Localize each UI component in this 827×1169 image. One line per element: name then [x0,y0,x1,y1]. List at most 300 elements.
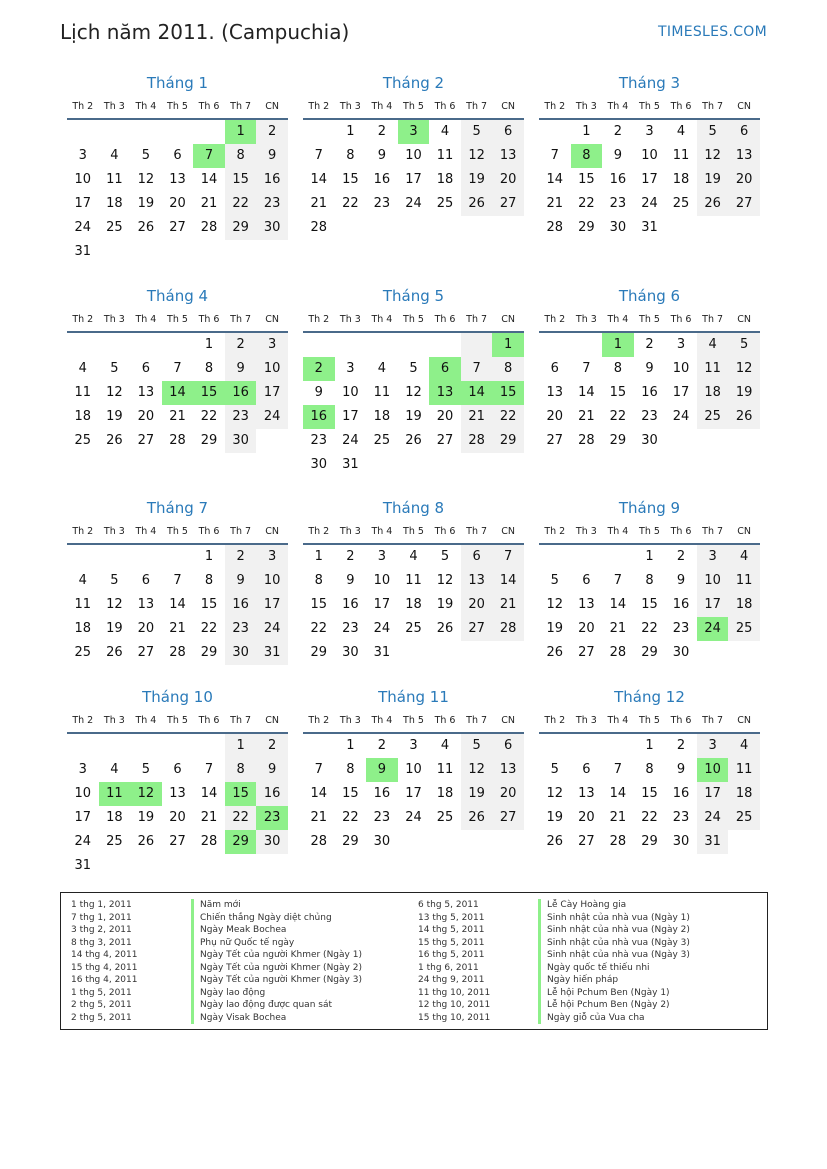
day-cell: 10 [697,758,729,782]
empty-day-cell [429,830,461,854]
day-cell: 3 [78,148,87,163]
weekday-label: Th 2 [308,101,330,112]
weekday-label: Th 7 [702,715,724,726]
day-cell: 1 [314,549,323,564]
day-cell: 3 [409,738,418,753]
day-cell: 17 [641,172,658,187]
week-row [67,782,288,806]
empty-day-cell [335,216,367,240]
day-cell: 18 [74,409,92,424]
week-row [539,144,760,168]
empty-day-cell [130,333,162,357]
legend-date: 13 thg 5, 2011 [418,912,485,923]
day-cell: 12 [728,357,760,381]
day-cell: 28 [492,617,524,641]
day-cell: 28 [310,220,328,235]
day-cell: 12 [546,597,564,612]
day-cell: 23 [225,405,257,429]
day-cell: 26 [137,834,155,849]
day-cell: 24 [697,617,729,641]
day-cell: 24 [74,220,92,235]
day-cell: 31 [373,645,391,660]
day-cell: 20 [492,168,524,192]
day-cell: 4 [409,549,418,564]
month-title: Tháng 5 [382,287,445,305]
day-cell: 11 [106,172,123,187]
day-cell: 2 [225,545,257,569]
empty-day-cell [728,216,760,240]
day-cell: 26 [436,621,454,636]
month-block [303,285,524,477]
day-cell: 26 [405,433,422,448]
day-cell: 14 [169,597,186,612]
day-cell: 7 [582,361,591,376]
week-row [67,333,288,357]
empty-day-cell [398,830,430,854]
day-cell: 25 [728,806,760,830]
day-cell: 19 [106,621,123,636]
day-cell: 23 [256,192,288,216]
weekday-label: Th 5 [639,314,660,325]
empty-day-cell [461,333,493,357]
day-cell: 25 [436,810,454,825]
day-cell: 5 [110,573,119,588]
weekday-label: Th 6 [198,715,220,726]
weekday-label: Th 5 [403,715,424,726]
day-cell: 2 [346,549,355,564]
day-cell: 21 [169,621,186,636]
day-cell: 2 [676,549,686,564]
day-cell: 10 [74,172,92,187]
month-title: Tháng 12 [614,688,685,706]
day-cell: 3 [398,120,430,144]
day-cell: 28 [609,834,627,849]
empty-day-cell [99,545,131,569]
day-cell: 29 [342,834,359,849]
weekday-header [67,309,288,333]
day-cell: 2 [256,120,288,144]
day-cell: 11 [436,148,454,163]
weekday-header [303,521,524,545]
day-cell: 25 [436,196,454,211]
legend-date: 6 thg 5, 2011 [418,900,479,910]
day-cell: 13 [169,786,186,801]
day-cell: 2 [377,124,387,139]
weekday-label: Th 2 [544,314,566,325]
day-cell: 4 [110,762,119,777]
day-cell: 2 [613,124,623,139]
empty-day-cell [571,734,603,758]
week-row [67,806,288,830]
legend-date: 15 thg 5, 2011 [418,937,485,948]
day-cell: 31 [641,220,658,235]
month-block [67,72,288,264]
weekday-label: Th 7 [702,314,724,325]
day-cell: 7 [550,148,559,163]
empty-day-cell [429,216,461,240]
weekday-label: Th 4 [135,526,157,537]
empty-day-cell [99,120,131,144]
legend-holiday-name: Năm mới [191,899,241,912]
empty-day-cell [571,545,603,569]
weekday-label: Th 2 [308,314,330,325]
day-cell: 28 [461,429,493,453]
weekday-label: Th 3 [339,314,361,325]
weekday-label: Th 7 [466,314,488,325]
day-cell: 9 [645,361,654,376]
day-cell: 13 [578,786,595,801]
legend-row [71,924,362,937]
month-title: Tháng 11 [378,688,449,706]
day-cell: 7 [613,762,623,777]
day-cell: 23 [342,621,359,636]
day-cell: 3 [78,762,87,777]
legend-date: 8 thg 3, 2011 [71,937,132,948]
day-cell: 28 [169,645,186,660]
day-cell: 31 [697,830,729,854]
day-cell: 20 [728,168,760,192]
day-cell: 11 [373,385,391,400]
day-cell: 27 [137,433,155,448]
legend-row [71,962,362,975]
week-row [67,641,288,665]
day-cell: 18 [106,810,123,825]
empty-day-cell [697,641,729,665]
day-cell: 9 [613,148,623,163]
day-cell: 2 [676,738,686,753]
day-cell: 16 [672,597,690,612]
weekday-label: CN [265,526,280,537]
weekday-label: Th 2 [308,526,330,537]
day-cell: 6 [173,762,182,777]
day-cell: 6 [461,545,493,569]
legend-holiday-name: Lễ hội Pchum Ben (Ngày 2) [538,999,670,1012]
day-cell: 21 [200,810,218,825]
day-cell: 3 [256,545,288,569]
month-title: Tháng 6 [618,287,681,305]
legend-date: 12 thg 10, 2011 [418,1000,491,1010]
day-cell: 13 [728,144,760,168]
week-row [303,617,524,641]
legend-date: 11 thg 10, 2011 [418,987,491,998]
day-cell: 16 [303,405,335,429]
day-cell: 29 [310,645,328,660]
day-cell: 27 [546,433,564,448]
week-row [303,453,524,477]
week-row [539,333,760,357]
week-row [67,617,288,641]
legend-date: 7 thg 1, 2011 [71,912,132,923]
weekday-label: Th 4 [607,314,629,325]
weekday-label: Th 4 [607,101,629,112]
day-cell: 20 [169,196,186,211]
legend-row [71,1012,362,1025]
weekday-label: CN [501,101,516,112]
week-row [67,216,288,240]
legend-date: 1 thg 5, 2011 [71,987,132,998]
day-cell: 27 [169,220,186,235]
week-row [539,405,760,429]
empty-day-cell [67,545,99,569]
day-cell: 22 [492,405,524,429]
day-cell: 7 [173,361,182,376]
empty-day-cell [461,641,493,665]
day-cell: 28 [200,220,218,235]
day-cell: 4 [440,738,450,753]
day-cell: 19 [461,782,493,806]
day-cell: 11 [74,597,92,612]
day-cell: 20 [137,621,155,636]
weekday-label: Th 6 [670,314,692,325]
day-cell: 30 [672,834,690,849]
day-cell: 8 [204,573,214,588]
day-cell: 12 [137,172,155,187]
day-cell: 17 [74,196,92,211]
day-cell: 13 [429,381,461,405]
weekday-header [67,96,288,120]
weekday-label: Th 6 [198,101,220,112]
week-row [67,854,288,878]
day-cell: 19 [436,597,454,612]
month-block [67,686,288,878]
empty-day-cell [193,854,225,878]
day-cell: 12 [461,144,493,168]
day-cell: 13 [137,597,155,612]
legend-row [418,999,690,1012]
day-cell: 25 [728,617,760,641]
day-cell: 24 [641,196,658,211]
day-cell: 8 [613,361,623,376]
day-cell: 21 [609,810,627,825]
day-cell: 13 [546,385,564,400]
empty-day-cell [162,734,194,758]
day-cell: 1 [225,120,257,144]
day-cell: 20 [492,782,524,806]
legend-date: 24 thg 9, 2011 [418,975,485,985]
empty-day-cell [162,545,194,569]
legend-holiday-name: Sinh nhật của nhà vua (Ngày 2) [538,924,690,937]
day-cell: 1 [346,738,355,753]
day-cell: 15 [492,381,524,405]
week-row [303,405,524,429]
week-row [303,120,524,144]
day-cell: 23 [609,196,627,211]
day-cell: 25 [697,405,729,429]
weekday-label: Th 5 [167,715,188,726]
empty-day-cell [539,120,571,144]
day-cell: 4 [697,333,729,357]
week-row [539,782,760,806]
day-cell: 5 [141,148,151,163]
empty-day-cell [130,120,162,144]
empty-day-cell [398,216,430,240]
empty-day-cell [728,830,760,854]
day-cell: 6 [550,361,559,376]
day-cell: 22 [641,621,658,636]
day-cell: 30 [641,433,658,448]
day-cell: 5 [550,573,559,588]
day-cell: 5 [440,549,450,564]
day-cell: 29 [609,433,627,448]
empty-day-cell [99,734,131,758]
day-cell: 6 [582,762,591,777]
weekday-label: Th 6 [434,314,456,325]
day-cell: 23 [641,409,658,424]
day-cell: 3 [676,337,686,352]
empty-day-cell [398,333,430,357]
day-cell: 6 [173,148,182,163]
day-cell: 22 [200,409,218,424]
weekday-label: Th 6 [198,314,220,325]
empty-day-cell [539,545,571,569]
day-cell: 26 [137,220,155,235]
week-row [303,381,524,405]
day-cell: 22 [342,810,359,825]
day-cell: 21 [310,196,328,211]
day-cell: 30 [672,645,690,660]
weekday-header [539,96,760,120]
day-cell: 23 [672,810,690,825]
day-cell: 13 [578,597,595,612]
weekday-header [539,521,760,545]
weekday-label: Th 7 [466,715,488,726]
empty-day-cell [130,854,162,878]
day-cell: 3 [645,124,654,139]
day-cell: 15 [342,786,359,801]
day-cell: 22 [609,409,627,424]
week-row [539,641,760,665]
day-cell: 17 [697,782,729,806]
day-cell: 1 [204,337,214,352]
day-cell: 8 [645,573,654,588]
week-row [539,593,760,617]
day-cell: 10 [641,148,658,163]
weekday-label: CN [265,715,280,726]
day-cell: 20 [546,409,564,424]
weekday-label: Th 3 [339,101,361,112]
day-cell: 26 [461,192,493,216]
day-cell: 6 [492,120,524,144]
empty-day-cell [162,854,194,878]
day-cell: 15 [225,782,257,806]
day-cell: 30 [256,830,288,854]
weekday-header [303,710,524,734]
day-cell: 12 [436,573,454,588]
weekday-label: Th 4 [135,715,157,726]
day-cell: 19 [137,196,155,211]
day-cell: 29 [641,834,658,849]
week-row [539,830,760,854]
week-row [303,758,524,782]
day-cell: 7 [314,762,323,777]
day-cell: 11 [728,758,760,782]
day-cell: 4 [78,361,87,376]
day-cell: 28 [578,433,595,448]
empty-day-cell [461,453,493,477]
day-cell: 19 [728,381,760,405]
day-cell: 1 [346,124,355,139]
weekday-header [67,710,288,734]
day-cell: 25 [106,220,123,235]
day-cell: 22 [578,196,595,211]
day-cell: 19 [546,810,564,825]
day-cell: 2 [303,357,335,381]
empty-day-cell [193,240,225,264]
day-cell: 24 [697,806,729,830]
day-cell: 21 [200,196,218,211]
day-cell: 5 [697,120,729,144]
day-cell: 29 [492,429,524,453]
day-cell: 16 [225,593,257,617]
day-cell: 30 [609,220,627,235]
day-cell: 14 [162,381,194,405]
day-cell: 30 [373,834,391,849]
week-row [539,168,760,192]
empty-day-cell [225,240,257,264]
day-cell: 22 [641,810,658,825]
legend-holiday-name: Ngày quốc tế thiếu nhi [538,962,650,975]
day-cell: 8 [346,148,355,163]
day-cell: 11 [405,573,422,588]
day-cell: 20 [578,810,595,825]
legend-row [71,899,362,912]
month-title: Tháng 9 [618,499,681,517]
weekday-label: Th 2 [308,715,330,726]
day-cell: 24 [373,621,391,636]
week-row [67,429,288,453]
day-cell: 23 [225,617,257,641]
day-cell: 27 [578,834,595,849]
weekday-label: Th 2 [544,101,566,112]
day-cell: 14 [200,786,218,801]
day-cell: 21 [169,409,186,424]
weekday-label: Th 5 [639,715,660,726]
day-cell: 27 [728,192,760,216]
day-cell: 20 [137,409,155,424]
week-row [539,758,760,782]
day-cell: 10 [672,361,690,376]
week-row [67,381,288,405]
day-cell: 13 [461,569,493,593]
empty-day-cell [225,854,257,878]
legend-row [418,962,690,975]
month-block [303,497,524,665]
weekday-label: Th 7 [702,101,724,112]
month-title: Tháng 1 [146,74,209,92]
month-block [67,497,288,665]
day-cell: 27 [578,645,595,660]
day-cell: 8 [225,144,257,168]
empty-day-cell [429,453,461,477]
day-cell: 4 [377,361,387,376]
site-link[interactable]: TIMESLES.COM [658,24,767,40]
empty-day-cell [665,429,697,453]
day-cell: 2 [256,734,288,758]
day-cell: 13 [492,144,524,168]
legend-holiday-name: Ngày Tết của người Khmer (Ngày 2) [191,962,362,975]
day-cell: 31 [74,858,92,873]
week-row [539,381,760,405]
weekday-label: Th 2 [544,526,566,537]
weekday-label: Th 3 [339,526,361,537]
weekday-header [303,96,524,120]
week-row [303,734,524,758]
day-cell: 22 [342,196,359,211]
empty-day-cell [571,333,603,357]
week-row [539,357,760,381]
legend-row [71,974,362,987]
day-cell: 3 [697,734,729,758]
